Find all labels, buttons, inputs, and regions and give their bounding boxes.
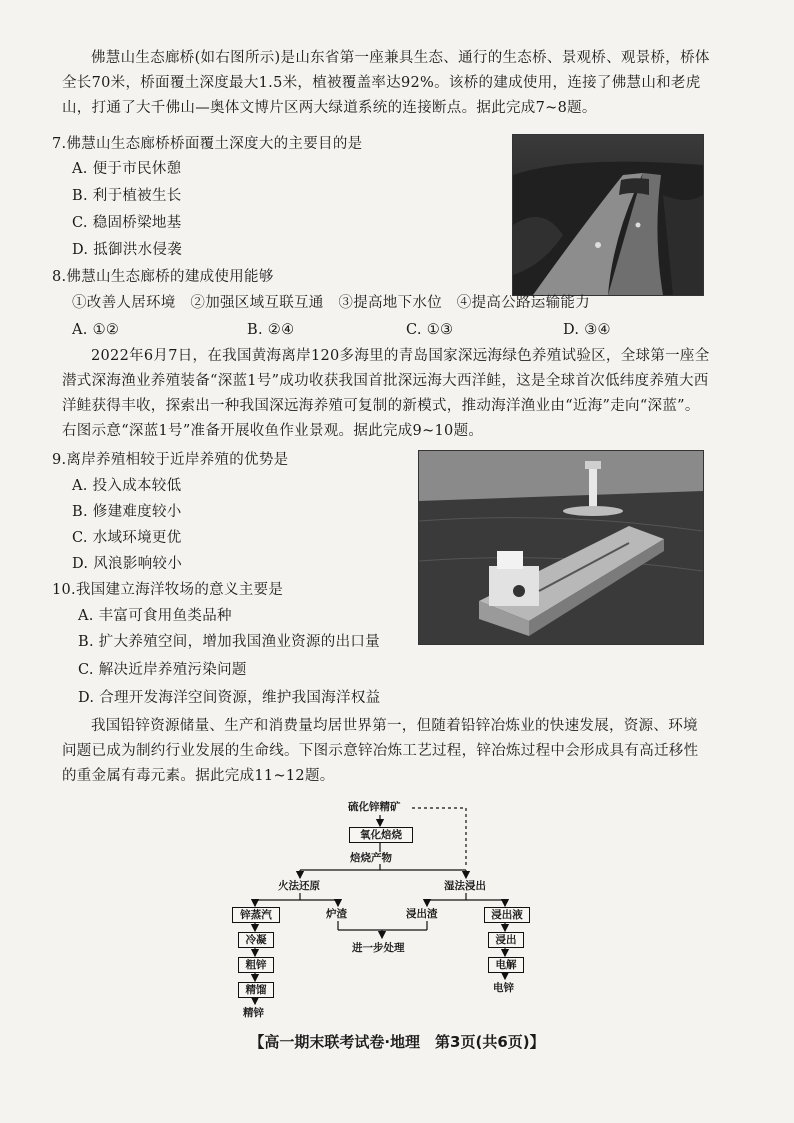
flow-hydro: 湿法浸出 <box>444 880 486 892</box>
question-8-statements: ①改善人居环境 ②加强区域互联互通 ③提高地下水位 ④提高公路运输能力 <box>72 295 590 311</box>
question-8-option-b: B. ②④ <box>247 322 295 338</box>
question-8-option-c: C. ①③ <box>406 322 454 338</box>
question-10-stem: 10.我国建立海洋牧场的意义主要是 <box>52 582 284 598</box>
ship-photo-image <box>419 451 703 644</box>
bridge-photo <box>512 134 704 296</box>
flow-product: 焙烧产物 <box>350 852 392 864</box>
question-7-stem: 7.佛慧山生态廊桥桥面覆土深度大的主要目的是 <box>52 136 363 152</box>
bridge-photo-image <box>513 135 703 295</box>
question-7-option-b: B. 利于植被生长 <box>72 188 182 204</box>
question-7-option-c: C. 稳固桥梁地基 <box>72 215 182 231</box>
question-9-option-c: C. 水域环境更优 <box>72 530 182 546</box>
question-9-option-d: D. 风浪影响较小 <box>72 556 183 572</box>
flow-ore: 硫化锌精矿 <box>348 801 401 813</box>
flow-leach-box: 浸出 <box>488 932 524 948</box>
flow-further: 进一步处理 <box>352 942 405 954</box>
flow-residue: 浸出渣 <box>406 908 438 920</box>
flow-roast-box: 氧化焙烧 <box>349 827 413 843</box>
intro-paragraph-deep-blue: 2022年6月7日，在我国黄海离岸120多海里的青岛国家深远海绿色养殖试验区，全球第一座全潜式深海渔业养殖装备“深蓝1号”成功收获我国首批深远海大西洋鲑，这是全球首次低纬度养殖大西洋鲑获得丰收，探索出一种我国深远海养殖可复制的新模式，推动海洋渔业由“近海”走向“深蓝”。右图示意“深蓝1号”准备开展收鱼作业景观。据此完成9~10题。 <box>62 348 710 439</box>
question-8-option-d: D. ③④ <box>563 322 611 338</box>
question-10-option-c: C. 解决近岸养殖污染问题 <box>78 662 247 678</box>
question-10-option-d: D. 合理开发海洋空间资源，维护我国海洋权益 <box>78 690 381 706</box>
flow-condense-box: 冷凝 <box>238 932 274 948</box>
flow-crude-box: 粗锌 <box>238 957 274 973</box>
ship-photo <box>418 450 704 645</box>
question-8-option-a: A. ①② <box>72 322 120 338</box>
flow-vapor-box: 锌蒸汽 <box>232 907 280 923</box>
flow-refine-box: 精馏 <box>238 982 274 998</box>
flow-slag: 炉渣 <box>326 908 347 920</box>
question-7-option-a: A. 便于市民休憩 <box>72 161 182 177</box>
flow-liquor-box: 浸出液 <box>484 907 530 923</box>
question-9-option-b: B. 修建难度较小 <box>72 504 182 520</box>
question-9-option-a: A. 投入成本较低 <box>72 478 182 494</box>
question-7-option-d: D. 抵御洪水侵袭 <box>72 242 183 258</box>
question-8-stem: 8.佛慧山生态廊桥的建成使用能够 <box>52 269 274 285</box>
question-10-option-b: B. 扩大养殖空间，增加我国渔业资源的出口量 <box>78 634 380 650</box>
question-9-stem: 9.离岸养殖相较于近岸养殖的优势是 <box>52 452 289 468</box>
flow-pyro: 火法还原 <box>278 880 320 892</box>
intro-paragraph-zinc: 我国铅锌资源储量、生产和消费量均居世界第一，但随着铅锌冶炼业的快速发展，资源、环境问题已成为制约行业发展的生命线。下图示意锌冶炼工艺过程，锌冶炼过程中会形成具有高迁移性的重金属有毒元素。据此完成11~12题。 <box>62 718 699 784</box>
page-footer: 【高一期末联考试卷·地理 第3页(共6页)】 <box>249 1033 545 1051</box>
question-10-option-a: A. 丰富可食用鱼类品种 <box>78 608 232 624</box>
flow-refined: 精锌 <box>243 1007 264 1019</box>
flow-electro-box: 电解 <box>488 957 524 973</box>
intro-paragraph-bridge: 佛慧山生态廊桥(如右图所示)是山东省第一座兼具生态、通行的生态桥、景观桥、观景桥，桥体全长70米，桥面覆土深度最大1.5米，植被覆盖率达92%。该桥的建成使用，连接了佛慧山和老虎山，打通了大千佛山—奥体文博片区两大绿道系统的连接断点。据此完成7~8题。 <box>62 50 710 116</box>
flow-ezinc: 电锌 <box>493 982 514 994</box>
